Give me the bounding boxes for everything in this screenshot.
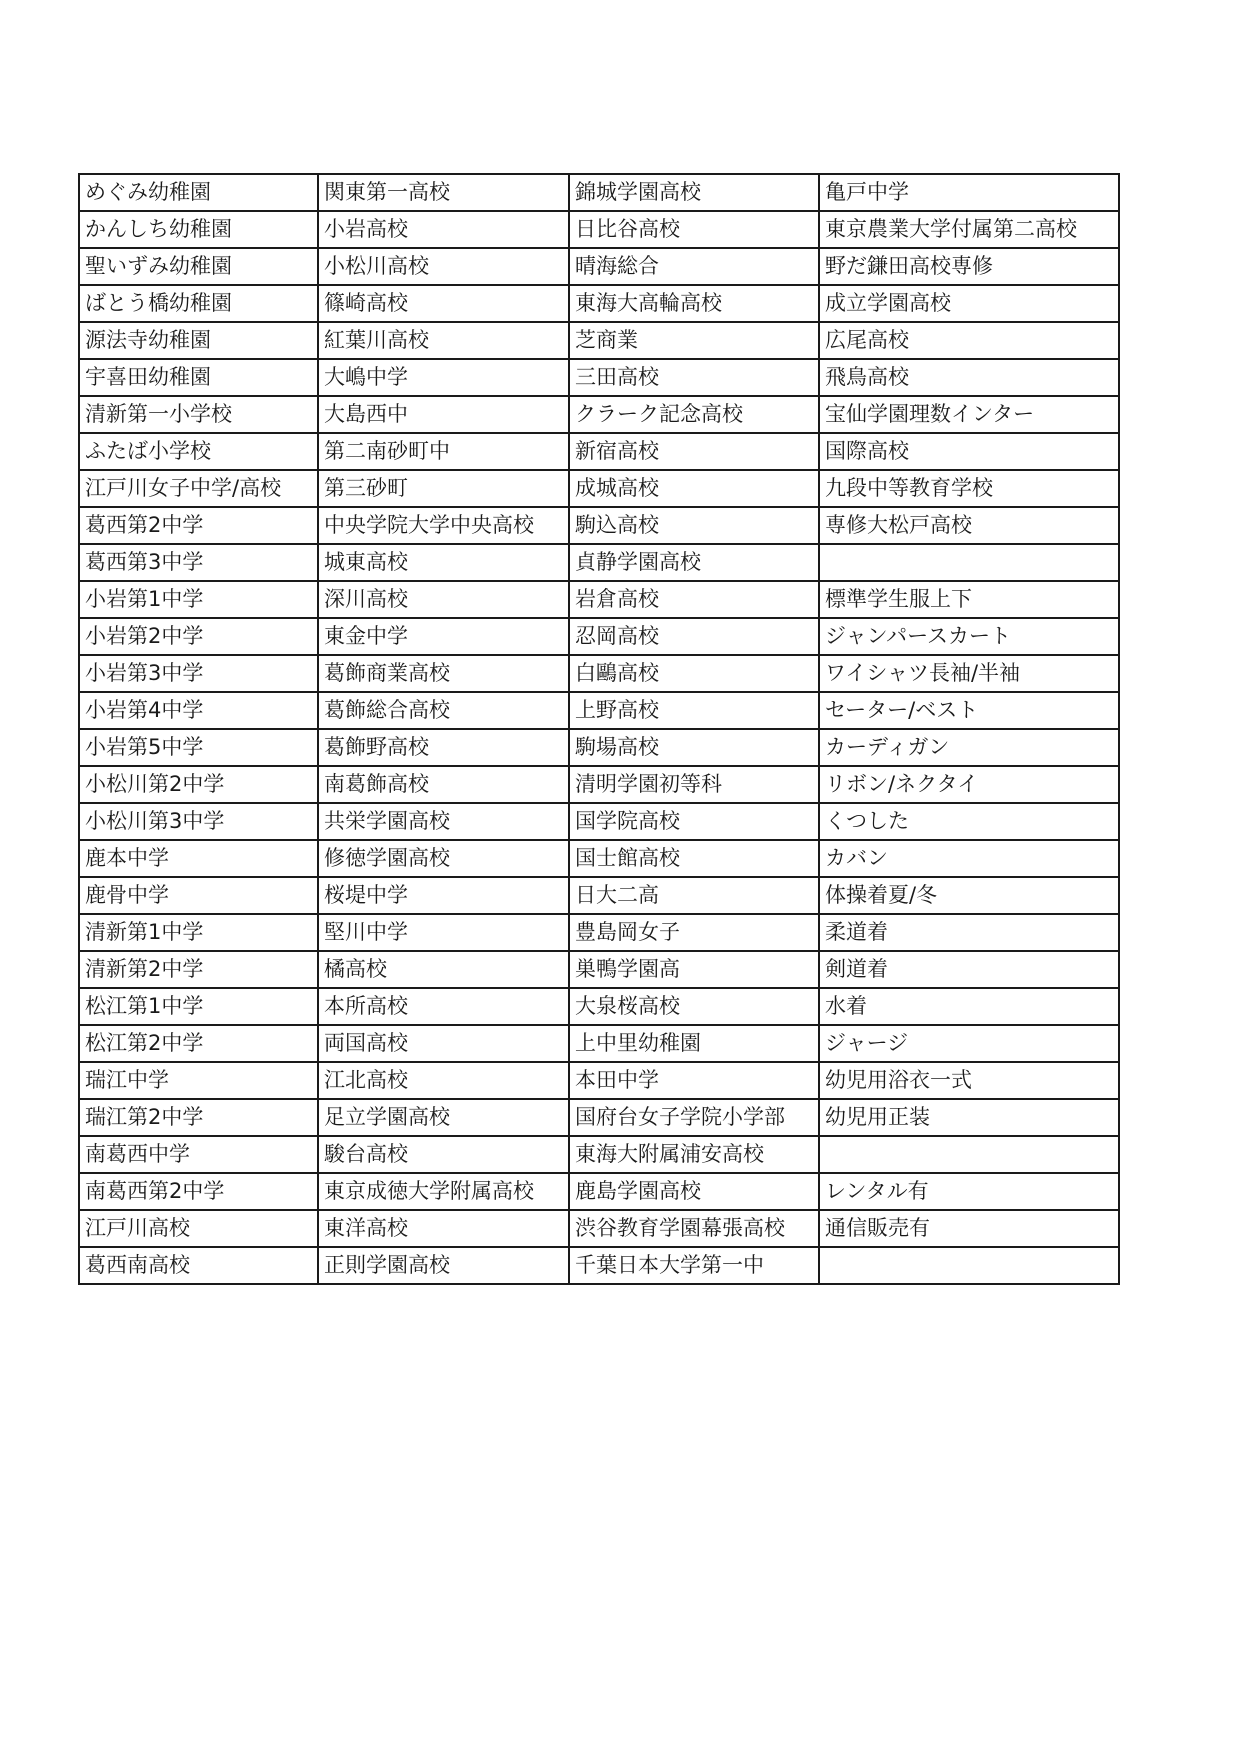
table-row (79, 618, 1119, 655)
table-cell: 瑞江中学 (79, 1062, 318, 1099)
table-cell: 三田高校 (569, 359, 819, 396)
table-cell: 江北高校 (318, 1062, 569, 1099)
school-list-table (78, 173, 1120, 1285)
table-cell: 江戸川女子中学/高校 (79, 470, 318, 507)
table-cell (819, 1247, 1119, 1284)
table-cell: カーディガン (819, 729, 1119, 766)
table-cell: ふたば小学校 (79, 433, 318, 470)
table-row (79, 840, 1119, 877)
table-cell: 橘高校 (318, 951, 569, 988)
table-cell: 国士館高校 (569, 840, 819, 877)
table-cell: めぐみ幼稚園 (79, 174, 318, 211)
table-row (79, 211, 1119, 248)
table-cell: 松江第2中学 (79, 1025, 318, 1062)
table-row (79, 433, 1119, 470)
table-cell: 体操着夏/冬 (819, 877, 1119, 914)
table-row (79, 581, 1119, 618)
table-cell: 鹿骨中学 (79, 877, 318, 914)
table-cell: かんしち幼稚園 (79, 211, 318, 248)
table-cell: ワイシャツ長袖/半袖 (819, 655, 1119, 692)
table-row (79, 544, 1119, 581)
table-cell: 南葛飾高校 (318, 766, 569, 803)
table-cell: 広尾高校 (819, 322, 1119, 359)
table-cell: レンタル有 (819, 1173, 1119, 1210)
table-cell: 剣道着 (819, 951, 1119, 988)
table-cell: 国際高校 (819, 433, 1119, 470)
table-cell: 南葛西中学 (79, 1136, 318, 1173)
table-cell: 専修大松戸高校 (819, 507, 1119, 544)
table-row (79, 729, 1119, 766)
table-row (79, 951, 1119, 988)
table-cell: 小岩高校 (318, 211, 569, 248)
table-cell: 清明学園初等科 (569, 766, 819, 803)
table-cell: 岩倉高校 (569, 581, 819, 618)
table-cell: 清新第一小学校 (79, 396, 318, 433)
table-cell: 足立学園高校 (318, 1099, 569, 1136)
table-row (79, 655, 1119, 692)
table-cell: 篠崎高校 (318, 285, 569, 322)
table-cell: 源法寺幼稚園 (79, 322, 318, 359)
table-cell: 国学院高校 (569, 803, 819, 840)
table-cell: ジャンパースカート (819, 618, 1119, 655)
table-cell: 東海大附属浦安高校 (569, 1136, 819, 1173)
table-cell: 東洋高校 (318, 1210, 569, 1247)
table-cell: 第二南砂町中 (318, 433, 569, 470)
table-cell: ばとう橋幼稚園 (79, 285, 318, 322)
table-cell: 正則学園高校 (318, 1247, 569, 1284)
table-row (79, 1136, 1119, 1173)
table-cell: 小岩第1中学 (79, 581, 318, 618)
table-cell: 小松川第2中学 (79, 766, 318, 803)
table-cell: 共栄学園高校 (318, 803, 569, 840)
table-cell: 関東第一高校 (318, 174, 569, 211)
table-cell: 千葉日本大学第一中 (569, 1247, 819, 1284)
table-cell: 駒込高校 (569, 507, 819, 544)
table-cell: くつした (819, 803, 1119, 840)
table-row (79, 1025, 1119, 1062)
table-body (79, 174, 1119, 1284)
table-row (79, 1062, 1119, 1099)
table-cell: 日比谷高校 (569, 211, 819, 248)
table-cell (819, 544, 1119, 581)
table-cell (819, 1136, 1119, 1173)
table-cell: 通信販売有 (819, 1210, 1119, 1247)
table-row (79, 1173, 1119, 1210)
table-cell: 東京農業大学付属第二高校 (819, 211, 1119, 248)
table-cell: 深川高校 (318, 581, 569, 618)
table-cell: 両国高校 (318, 1025, 569, 1062)
table-cell: 小岩第3中学 (79, 655, 318, 692)
table-row (79, 470, 1119, 507)
table-cell: 宝仙学園理数インター (819, 396, 1119, 433)
table-cell: 巣鴨学園高 (569, 951, 819, 988)
table-cell: 亀戸中学 (819, 174, 1119, 211)
table-cell: 大島西中 (318, 396, 569, 433)
table-cell: 葛飾野高校 (318, 729, 569, 766)
table-row (79, 1099, 1119, 1136)
table-row (79, 692, 1119, 729)
table-cell: 成立学園高校 (819, 285, 1119, 322)
table-cell: 葛西第3中学 (79, 544, 318, 581)
table-cell: 東京成徳大学附属高校 (318, 1173, 569, 1210)
table-cell: ジャージ (819, 1025, 1119, 1062)
table-cell: 小松川第3中学 (79, 803, 318, 840)
table-cell: 幼児用浴衣一式 (819, 1062, 1119, 1099)
table-cell: 葛飾総合高校 (318, 692, 569, 729)
table-row (79, 766, 1119, 803)
table-cell: カバン (819, 840, 1119, 877)
table-cell: 日大二高 (569, 877, 819, 914)
table-cell: 桜堤中学 (318, 877, 569, 914)
table-cell: リボン/ネクタイ (819, 766, 1119, 803)
table-cell: 松江第1中学 (79, 988, 318, 1025)
table-cell: 第三砂町 (318, 470, 569, 507)
table-cell: 瑞江第2中学 (79, 1099, 318, 1136)
table-row (79, 1247, 1119, 1284)
table-cell: 堅川中学 (318, 914, 569, 951)
table-cell: 清新第2中学 (79, 951, 318, 988)
table-cell: 小岩第4中学 (79, 692, 318, 729)
table-row (79, 285, 1119, 322)
table-cell: 葛西南高校 (79, 1247, 318, 1284)
table-cell: 東海大高輪高校 (569, 285, 819, 322)
table-row (79, 988, 1119, 1025)
table-cell: 国府台女子学院小学部 (569, 1099, 819, 1136)
table-cell: 上中里幼稚園 (569, 1025, 819, 1062)
table-cell: 小松川高校 (318, 248, 569, 285)
table-cell: 成城高校 (569, 470, 819, 507)
table-cell: 大泉桜高校 (569, 988, 819, 1025)
table-cell: 柔道着 (819, 914, 1119, 951)
table-row (79, 507, 1119, 544)
table-row (79, 877, 1119, 914)
table-cell: 葛西第2中学 (79, 507, 318, 544)
table-cell: 小岩第2中学 (79, 618, 318, 655)
table-row (79, 174, 1119, 211)
table-cell: 錦城学園高校 (569, 174, 819, 211)
table-row (79, 914, 1119, 951)
table-cell: 紅葉川高校 (318, 322, 569, 359)
table-cell: 葛飾商業高校 (318, 655, 569, 692)
table-cell: 上野高校 (569, 692, 819, 729)
table-cell: 駿台高校 (318, 1136, 569, 1173)
table-cell: 白鷗高校 (569, 655, 819, 692)
table-row (79, 248, 1119, 285)
table-cell: 宇喜田幼稚園 (79, 359, 318, 396)
table-cell: 駒場高校 (569, 729, 819, 766)
table-cell: 東金中学 (318, 618, 569, 655)
table-row (79, 1210, 1119, 1247)
table-cell: 聖いずみ幼稚園 (79, 248, 318, 285)
table-cell: 九段中等教育学校 (819, 470, 1119, 507)
table-cell: 小岩第5中学 (79, 729, 318, 766)
table-cell: 晴海総合 (569, 248, 819, 285)
table-cell: 忍岡高校 (569, 618, 819, 655)
table-cell: 大嶋中学 (318, 359, 569, 396)
table-cell: 飛鳥高校 (819, 359, 1119, 396)
table-cell: 修徳学園高校 (318, 840, 569, 877)
table-cell: 貞静学園高校 (569, 544, 819, 581)
table-cell: 幼児用正装 (819, 1099, 1119, 1136)
table-cell: 野だ鎌田高校専修 (819, 248, 1119, 285)
table-cell: 標準学生服上下 (819, 581, 1119, 618)
table-cell: クラーク記念高校 (569, 396, 819, 433)
table-cell: 城東高校 (318, 544, 569, 581)
table-cell: 本田中学 (569, 1062, 819, 1099)
table-cell: セーター/ベスト (819, 692, 1119, 729)
table-row (79, 359, 1119, 396)
table-cell: 鹿島学園高校 (569, 1173, 819, 1210)
table-cell: 中央学院大学中央高校 (318, 507, 569, 544)
table-cell: 水着 (819, 988, 1119, 1025)
table-cell: 豊島岡女子 (569, 914, 819, 951)
table-row (79, 803, 1119, 840)
table-cell: 本所高校 (318, 988, 569, 1025)
table-cell: 清新第1中学 (79, 914, 318, 951)
table-cell: 渋谷教育学園幕張高校 (569, 1210, 819, 1247)
table-cell: 南葛西第2中学 (79, 1173, 318, 1210)
table-cell: 新宿高校 (569, 433, 819, 470)
table-cell: 芝商業 (569, 322, 819, 359)
table-row (79, 396, 1119, 433)
table-cell: 江戸川高校 (79, 1210, 318, 1247)
table-row (79, 322, 1119, 359)
table-cell: 鹿本中学 (79, 840, 318, 877)
